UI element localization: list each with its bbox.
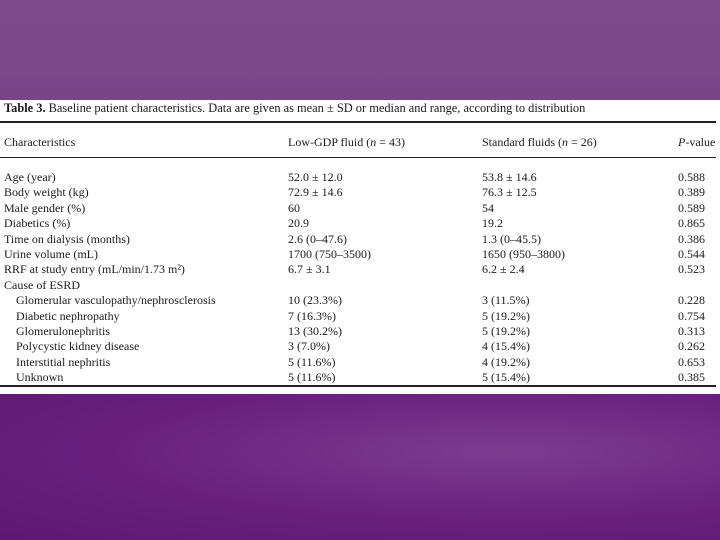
- row-label: Glomerulonephritis: [16, 324, 110, 338]
- row-low-gdp-value: 72.9 ± 14.6: [288, 185, 343, 200]
- table-caption-label: Table 3.: [4, 101, 46, 115]
- table-image-panel: [0, 100, 720, 394]
- row-p-value: 0.588: [678, 170, 705, 184]
- table-row: [0, 370, 720, 385]
- row-standard-value: 5 (19.2%): [482, 308, 530, 323]
- slide-background-top: [0, 0, 720, 100]
- row-label: Male gender (%): [4, 200, 86, 215]
- row-p-value: 0.544: [678, 247, 705, 261]
- row-p-value: 0.262: [678, 339, 705, 354]
- row-low-gdp-value: 20.9: [288, 216, 309, 231]
- row-label: Glomerular vasculopathy/nephrosclerosis: [16, 293, 216, 308]
- table-bottom-rule: [0, 385, 716, 387]
- table-row: [0, 247, 720, 262]
- header-standard-n: n: [562, 135, 568, 149]
- header-characteristics: Characteristics: [4, 135, 76, 149]
- row-label: Age (year): [4, 170, 56, 184]
- row-low-gdp-value: 52.0 ± 12.0: [288, 170, 343, 184]
- row-label: Cause of ESRD: [4, 277, 80, 292]
- table-header-rule: [0, 157, 716, 158]
- row-low-gdp-value: 5 (11.6%): [288, 354, 336, 369]
- table-top-rule: [0, 121, 716, 123]
- table-row: [0, 201, 720, 216]
- slide-background-bottom: [0, 394, 720, 540]
- header-p-suffix: -value: [685, 135, 716, 149]
- row-standard-value: 4 (19.2%): [482, 354, 530, 369]
- header-low-gdp-suffix: = 43): [376, 135, 405, 149]
- table-caption-text: Baseline patient characteristics. Data are given as mean ± SD or median and range, according to distribution: [45, 101, 586, 115]
- row-standard-value: 1.3 (0–45.5): [482, 231, 541, 246]
- row-standard-value: 54: [482, 200, 494, 215]
- header-p-value: [678, 135, 715, 150]
- table-row: [0, 185, 720, 200]
- row-label: RRF at study entry (mL/min/1.73 m²): [4, 262, 185, 277]
- row-standard-value: 1650 (950–3800): [482, 247, 565, 261]
- table-row: [0, 309, 720, 324]
- row-low-gdp-value: 5 (11.6%): [288, 370, 336, 385]
- row-low-gdp-value: 60: [288, 200, 300, 215]
- row-p-value: 0.523: [678, 262, 705, 277]
- row-low-gdp-value: 13 (30.2%): [288, 324, 342, 338]
- header-low-gdp: [288, 135, 405, 150]
- row-p-value: 0.754: [678, 308, 705, 323]
- row-low-gdp-value: 2.6 (0–47.6): [288, 231, 347, 246]
- header-standard-suffix: = 26): [568, 135, 597, 149]
- table-row: [0, 232, 720, 247]
- row-label: Diabetics (%): [4, 216, 71, 231]
- row-p-value: 0.228: [678, 293, 705, 308]
- table-caption: [4, 101, 585, 116]
- row-p-value: 0.386: [678, 231, 705, 246]
- row-standard-value: 76.3 ± 12.5: [482, 185, 537, 200]
- row-low-gdp-value: 7 (16.3%): [288, 308, 336, 323]
- row-low-gdp-value: 10 (23.3%): [288, 293, 342, 308]
- header-low-gdp-n: n: [370, 135, 377, 149]
- table-row: [0, 324, 720, 339]
- table-row: [0, 262, 720, 277]
- table-row: [0, 216, 720, 231]
- row-label: Urine volume (mL): [4, 247, 98, 261]
- table-row: [0, 170, 720, 185]
- row-label: Time on dialysis (months): [4, 231, 130, 246]
- header-standard-prefix: Standard fluids (: [482, 135, 562, 149]
- table-row: [0, 278, 720, 293]
- row-standard-value: 5 (15.4%): [482, 370, 530, 385]
- row-label: Polycystic kidney disease: [16, 339, 140, 354]
- row-label: Diabetic nephropathy: [16, 308, 120, 323]
- row-low-gdp-value: 6.7 ± 3.1: [288, 262, 331, 277]
- row-p-value: 0.385: [678, 370, 705, 385]
- row-standard-value: 53.8 ± 14.6: [482, 170, 537, 184]
- row-p-value: 0.313: [678, 324, 705, 338]
- row-standard-value: 3 (11.5%): [482, 293, 530, 308]
- header-p-italic: P: [678, 135, 686, 149]
- row-p-value: 0.389: [678, 185, 705, 200]
- table-row: [0, 339, 720, 354]
- row-standard-value: 6.2 ± 2.4: [482, 262, 525, 277]
- header-low-gdp-prefix: Low-GDP fluid (: [288, 135, 371, 149]
- table-row: [0, 293, 720, 308]
- row-standard-value: 4 (15.4%): [482, 339, 530, 354]
- row-low-gdp-value: 3 (7.0%): [288, 339, 330, 354]
- row-low-gdp-value: 1700 (750–3500): [288, 247, 371, 261]
- row-standard-value: 19.2: [482, 216, 503, 231]
- row-label: Interstitial nephritis: [16, 354, 111, 369]
- table-row: [0, 355, 720, 370]
- row-label: Unknown: [16, 370, 64, 385]
- row-p-value: 0.589: [678, 200, 705, 215]
- row-p-value: 0.653: [678, 354, 705, 369]
- row-label: Body weight (kg): [4, 185, 89, 200]
- row-standard-value: 5 (19.2%): [482, 324, 530, 338]
- header-standard: [482, 135, 597, 150]
- row-p-value: 0.865: [678, 216, 705, 231]
